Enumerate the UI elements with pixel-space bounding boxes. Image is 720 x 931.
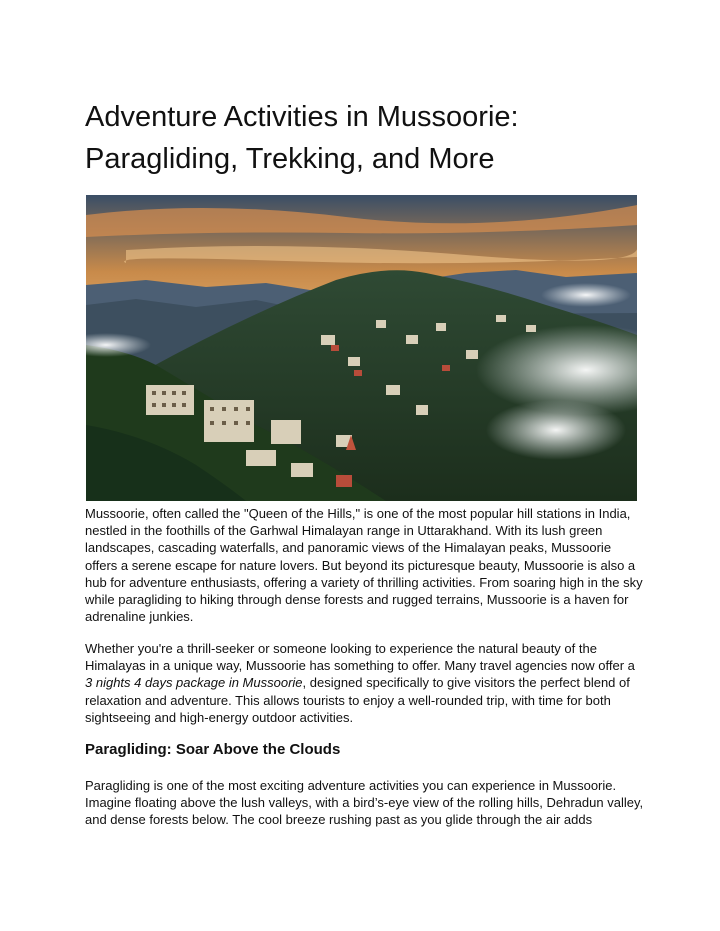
package-paragraph-text-continued: , designed specifically to give visitors the perfect blend of relaxation and adventure. This allows tourists to enjoy a well-rounded trip, with time for both sightseeing and high-energy outdoor activities. [85,675,630,725]
package-paragraph-text: Whether you're a thrill-seeker or someone looking to experience the natural beauty of the Himalayas in a unique way, Mussoorie has something to offer. Many travel agencies now offer a [85,641,635,674]
paragliding-paragraph: Paragliding is one of the most exciting adventure activities you can experience in Mussoorie. Imagine floating above the lush valleys, with a bird’s-eye view of the rolling hills, Dehradun valley, and dense forests below. The cool breeze rushing past as you glide through the air adds [85,778,644,828]
section-heading-paragliding: Paragliding: Soar Above the Clouds [85,741,341,758]
document-title: Adventure Activities in Mussoorie: Paragliding, Trekking, and More [85,101,519,175]
intro-paragraph: Mussoorie, often called the "Queen of the Hills," is one of the most popular hill stations in India, nestled in the foothills of the Garhwal Himalayan range in Uttarakhand. With its lush green landscapes, cascading waterfalls, and panoramic views of the Himalayan peaks, Mussoorie offers a serene escape for nature lovers. But beyond its picturesque beauty, Mussoorie is also a hub for adventure enthusiasts, offering a variety of thrilling activities. From soaring high in the sky while paragliding to hiking through dense forests and rugged terrains, Mussoorie is a haven for adrenaline junkies. [85,506,643,625]
package-name-emphasis: 3 nights 4 days package in Mussoorie [85,675,303,691]
hero-image [86,195,637,501]
mussoorie-hill-town-photo [86,195,637,501]
package-paragraph [85,640,645,726]
